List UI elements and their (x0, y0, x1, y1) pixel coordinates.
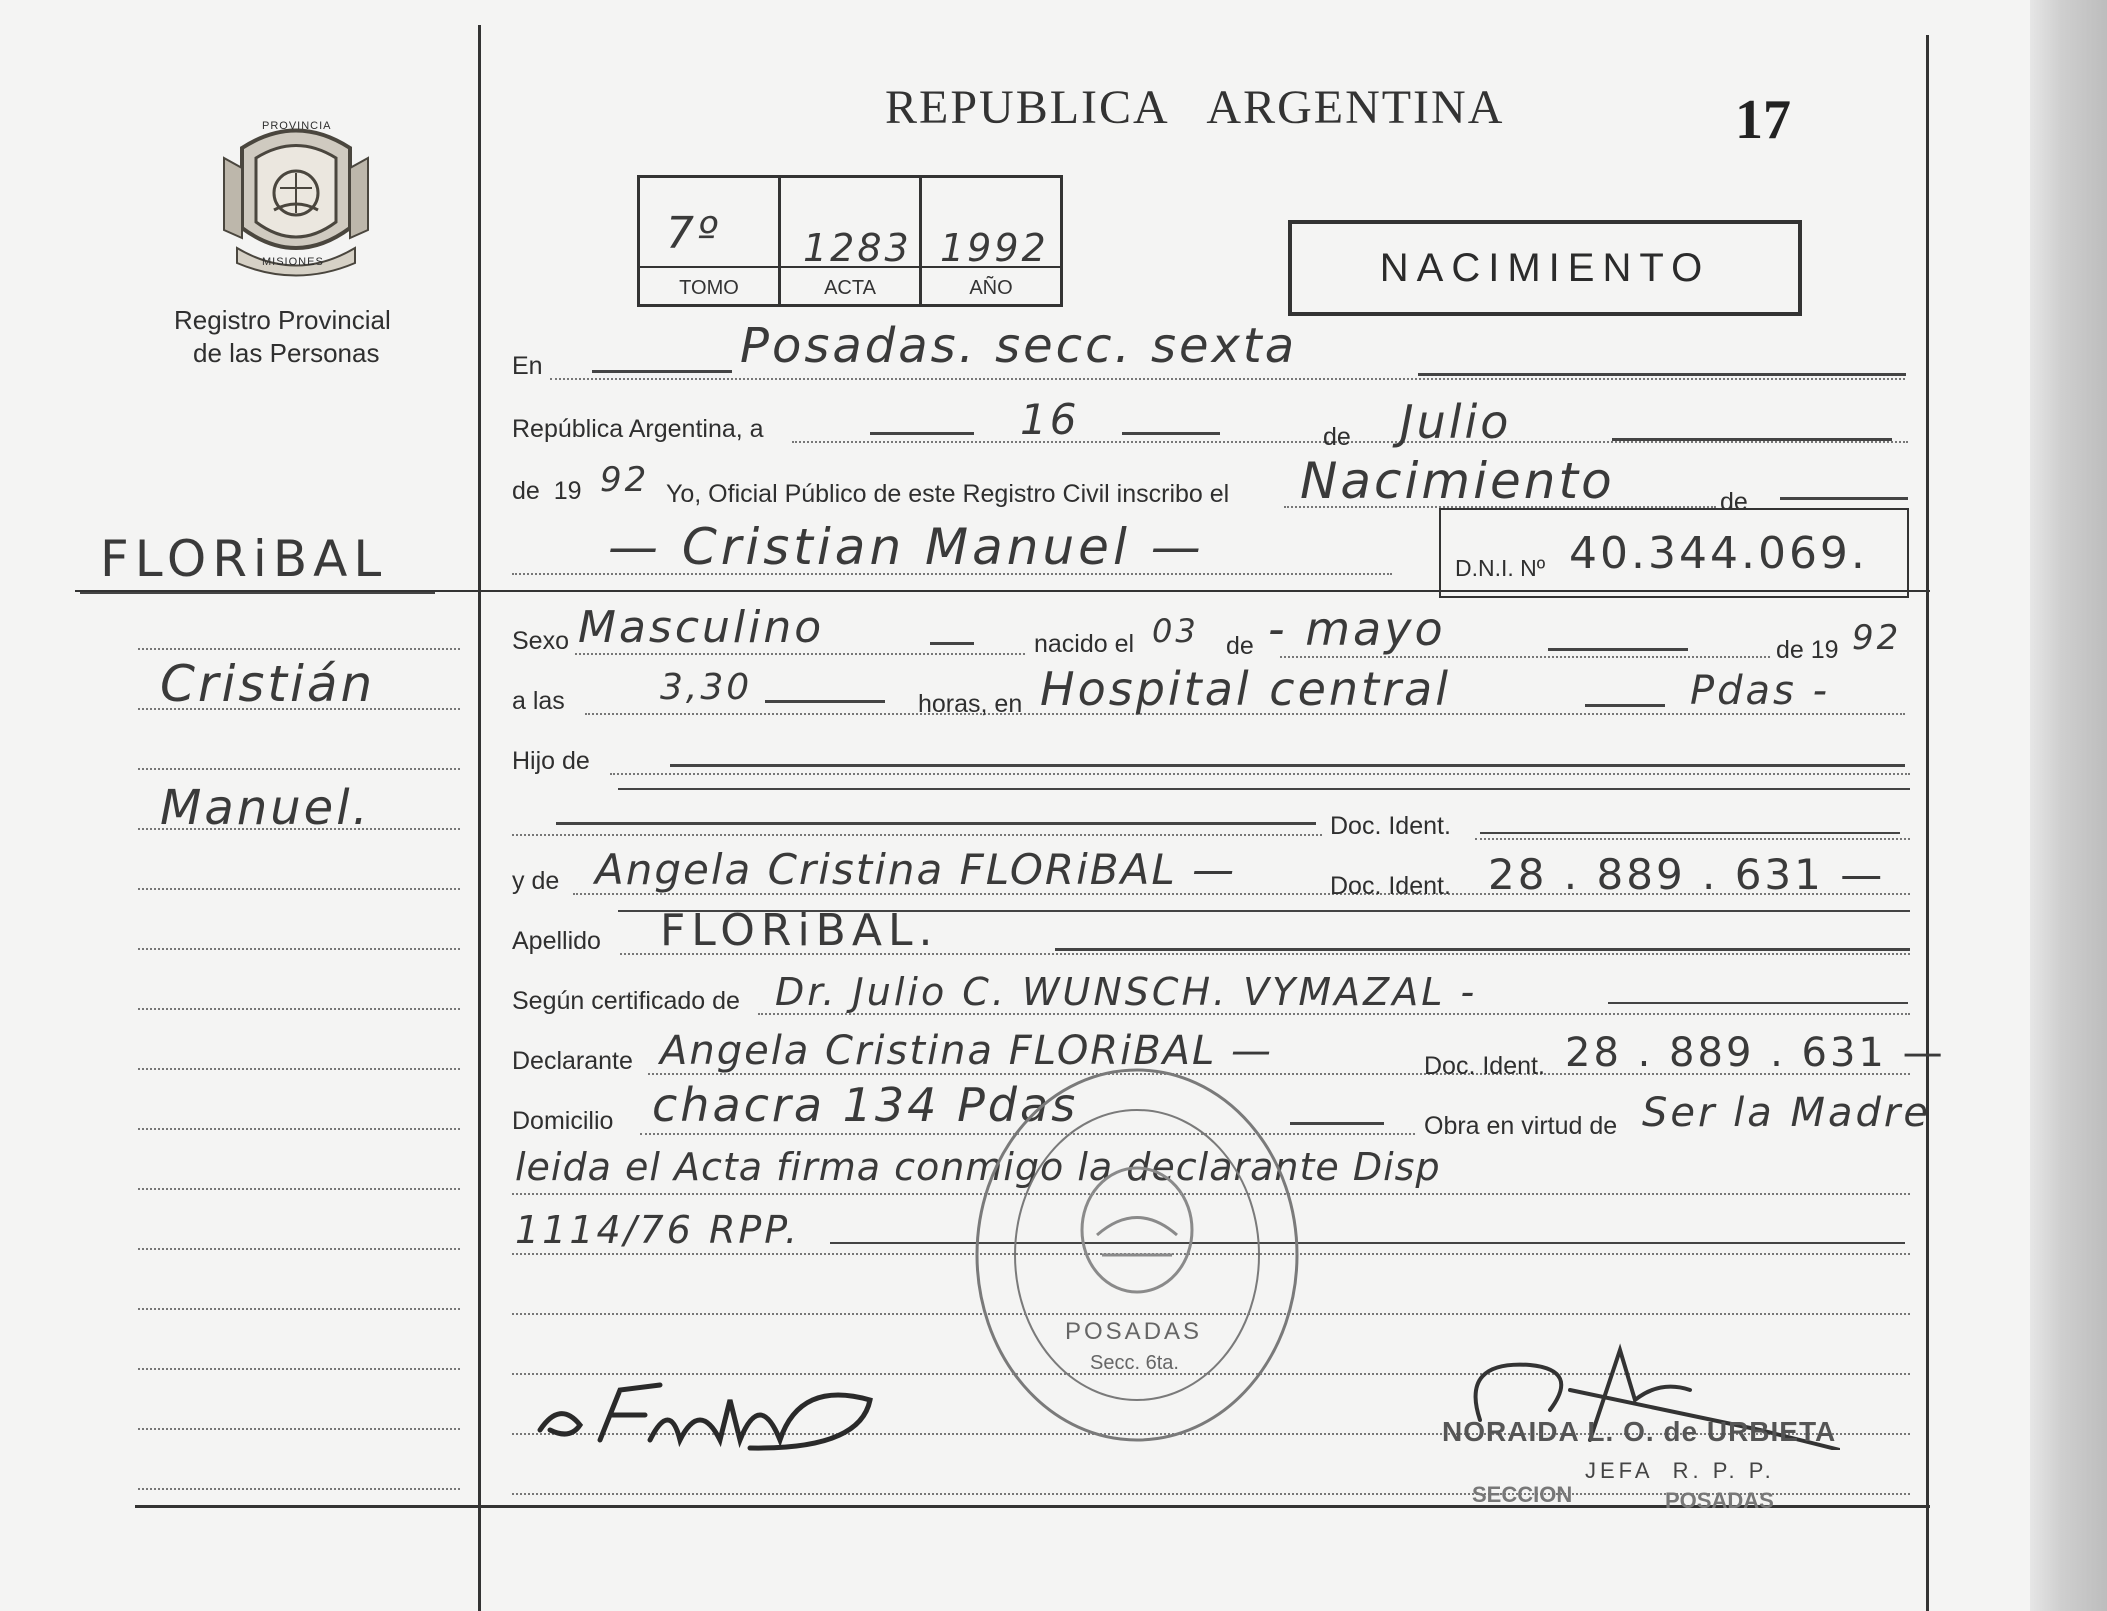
sexo-label: Sexo (512, 627, 569, 655)
anio-label: AÑO (969, 277, 1013, 299)
de-label-1: de (1323, 423, 1351, 451)
stamp-section: Secc. 6ta. (1090, 1352, 1179, 1374)
stamp-city: POSADAS (1065, 1318, 1203, 1345)
dni-label: D.N.I. Nº (1455, 555, 1546, 581)
official-section-right: POSADAS (1665, 1488, 1774, 1513)
registrar-signature-text (540, 1395, 727, 1436)
official-name: NORAIDA L. O. de URBIETA (1442, 1416, 1837, 1447)
stamp-inner-text (1000, 1100, 1040, 1101)
registered-given-names: — Cristian Manuel — (608, 518, 1205, 576)
doc-ident-label-2: Doc. Ident. (1330, 872, 1451, 900)
birth-month: - mayo (1268, 602, 1446, 656)
nacido-label: nacido el (1034, 630, 1135, 658)
de-label-3: de (1226, 632, 1254, 660)
seal-top-text: PROVINCIA (262, 120, 332, 132)
margin-surname: FLORiBAL (100, 530, 388, 588)
registry-name-line1: Registro Provincial (174, 305, 391, 335)
domicilio-label: Domicilio (512, 1107, 614, 1135)
apellido-label: Apellido (512, 927, 601, 955)
acta-label: ACTA (824, 277, 876, 299)
birth-day: 03 (1152, 612, 1199, 650)
registration-month: Julio (1400, 395, 1512, 449)
de-label-2: de (1720, 488, 1748, 516)
note-line-2: 1114/76 RPP. (515, 1208, 801, 1252)
de-19-label-2: de 19 (1776, 636, 1839, 664)
registration-year-suffix: 92 (600, 460, 650, 500)
hijo-de-label: Hijo de (512, 747, 590, 775)
margin-given-name-1: Cristián (160, 655, 376, 713)
declarante-label: Declarante (512, 1047, 633, 1075)
address-value: chacra 134 Pdas (652, 1078, 1079, 1132)
mother-document: 28 . 889 . 631 — (1488, 850, 1886, 899)
birth-place: Hospital central (1040, 662, 1451, 716)
dni-box (1439, 508, 1909, 598)
acta-value: 1283 (803, 226, 912, 270)
left-column-divider (478, 25, 481, 1611)
oficial-statement: Yo, Oficial Público de este Registro Civil inscribo el (666, 480, 1230, 508)
republica-label: República Argentina, a (512, 415, 764, 443)
certifying-doctor: Dr. Julio C. WUNSCH. VYMAZAL - (775, 970, 1478, 1014)
registry-name-line2: de las Personas (193, 338, 380, 368)
en-label: En (512, 352, 543, 380)
dni-number: 40.344.069. (1569, 528, 1868, 579)
right-border-line (1926, 35, 1929, 1611)
anio-value: 1992 (940, 226, 1049, 270)
declarant-name: Angela Cristina FLORiBAL — (660, 1028, 1274, 1074)
tomo-cell (637, 175, 781, 307)
place-of-registration: Posadas. secc. sexta (740, 318, 1298, 374)
official-title: JEFA R. P. P. (1585, 1458, 1775, 1483)
margin-given-name-2: Manuel. (160, 780, 371, 836)
birth-hour: 3,30 (660, 667, 753, 708)
birth-place-suffix: Pdas - (1690, 668, 1831, 714)
seal-bottom-text: MISIONES (262, 256, 324, 268)
registration-day: 16 (1020, 395, 1080, 444)
note-line-1: leida el Acta firma conmigo la declarante Disp (515, 1145, 1441, 1189)
mother-name: Angela Cristina FLORiBAL — (595, 845, 1237, 894)
y-de-label: y de (512, 867, 560, 895)
bottom-border-line (135, 1505, 1930, 1508)
a-las-label: a las (512, 687, 565, 715)
record-type-title: NACIMIENTO (1379, 245, 1711, 290)
record-type-box (1288, 220, 1802, 316)
horas-en-label: horas, en (918, 690, 1023, 718)
segun-certificado-label: Según certificado de (512, 987, 740, 1015)
doc-ident-label-1: Doc. Ident. (1330, 812, 1451, 840)
tomo-label: TOMO (679, 277, 739, 299)
birth-year-suffix: 92 (1852, 618, 1902, 658)
registry-round-stamp-icon (972, 1060, 1302, 1450)
de-19-label: de 19 (512, 477, 582, 505)
acta-cell (778, 175, 922, 307)
sex-value: Masculino (578, 602, 825, 653)
legal-basis: Ser la Madre (1642, 1090, 1931, 1136)
margin-surname-underline (80, 592, 435, 594)
doc-ident-label-3: Doc. Ident. (1424, 1052, 1545, 1080)
stamp-outer-text (1000, 1095, 1040, 1096)
page-edge (2030, 0, 2107, 1611)
tomo-value: 7º (666, 208, 721, 259)
inscription-type: Nacimiento (1300, 452, 1615, 510)
province-seal-icon (222, 118, 370, 278)
obra-en-virtud-label: Obra en virtud de (1424, 1112, 1618, 1140)
declarant-document: 28 . 889 . 631 — (1565, 1030, 1946, 1076)
country-heading: REPUBLICA ARGENTINA (885, 81, 1505, 134)
official-section-left: SECCION (1472, 1482, 1573, 1507)
anio-cell (919, 175, 1063, 307)
surname-value: FLORiBAL. (660, 905, 939, 956)
page-number: 17 (1735, 89, 1791, 151)
